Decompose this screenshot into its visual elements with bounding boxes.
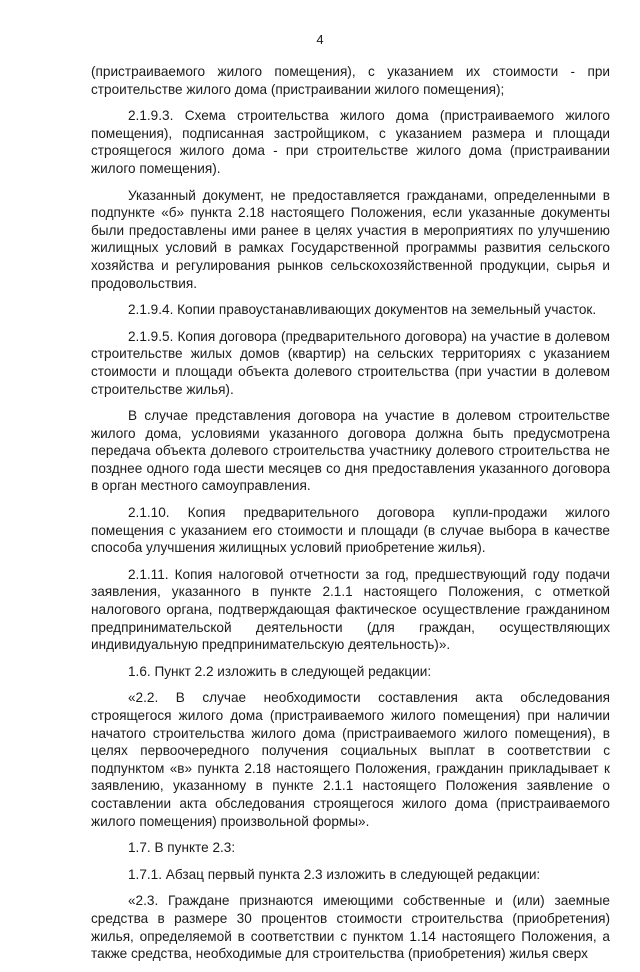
paragraph: 2.1.11. Копия налоговой отчетности за год, предшествующий году подачи заявления, указанного в пункте 2.1.1 настоящего Положения, с отметкой налогового органа, подтверждающая фактическое осуществление гражданином предпринимательской деятельности (для граждан, осуществляющих индивидуальную предпринимательскую деятельность)». — [91, 566, 610, 653]
paragraph: В случае представления договора на участие в долевом строительстве жилого дома, условиями указанного договора должна быть предусмотрена передача объекта долевого строительства участнику долевого строительства не позднее одного года шести месяцев со дня предоставления указанного договора в орган местного самоуправления. — [91, 408, 610, 494]
paragraph: «2.3. Граждане признаются имеющими собственные и (или) заемные средства в размере 30 процентов стоимости строительства (приобретения) жилья, определяемой в соответствии с пунктом 1.14 настоящего Положения, а также средства, необходимые для строительства (приобретения) жилья сверх — [91, 893, 610, 962]
paragraph: 2.1.9.4. Копии правоустанавливающих документов на земельный участок. — [128, 302, 597, 318]
paragraph: 2.1.9.3. Схема строительства жилого дома (пристраиваемого жилого помещения), подписанная застройщиком, с указанием размера и площади строящегося жилого дома - при строительстве жилого дома (пристраивании жилого помещения). — [91, 108, 610, 176]
page-number: 4 — [316, 32, 324, 47]
paragraph: 2.1.10. Копия предварительного договора купли-продажи жилого помещения с указанием его стоимости и площади (в случае выбора в качестве способа улучшения жилищных условий приобретение жилья). — [91, 505, 610, 556]
paragraph: 1.7.1. Абзац первый пункта 2.3 изложить в следующей редакции: — [128, 866, 541, 882]
paragraph: 2.1.9.5. Копия договора (предварительного договора) на участие в долевом строительстве жилых домов (квартир) на сельских территориях с указанием стоимости и площади объекта долевого строительства (при участии в долевом строительстве жилья). — [91, 328, 610, 397]
paragraph: Указанный документ, не предоставляется гражданами, определенными в подпункте «б» пункта 2.18 настоящего Положения, если указанные документы были предоставлены ими ранее в целях участия в мероприятиях по улучшению жилищных условий в рамках Государственной программы развития сельского хозяйства и регулирования рынков сельскохозяйственной продукции, сырья и продовольствия. — [91, 187, 610, 291]
paragraph: 1.7. В пункте 2.3: — [128, 840, 236, 856]
paragraph: 1.6. Пункт 2.2 изложить в следующей редакции: — [128, 663, 432, 679]
paragraph: «2.2. В случае необходимости составления акта обследования строящегося жилого дома (пристраиваемого жилого помещения) при наличии начатого строительства жилого дома (пристраиваемого жилого помещения), в целях первоочередного получения социальных выплат в соответствии с подпунктом «в» пункта 2.18 настоящего Положения, гражданин прикладывает к заявлению, указанному в пункте 2.1.1 настоящего Положения заявление о составлении акта обследования строящегося жилого дома (пристраиваемого жилого помещения) произвольной формы». — [91, 690, 610, 829]
paragraph: (пристраиваемого жилого помещения), с указанием их стоимости - при строительстве жилого дома (пристраивании жилого помещения); — [91, 64, 610, 97]
document-body — [91, 63, 610, 972]
